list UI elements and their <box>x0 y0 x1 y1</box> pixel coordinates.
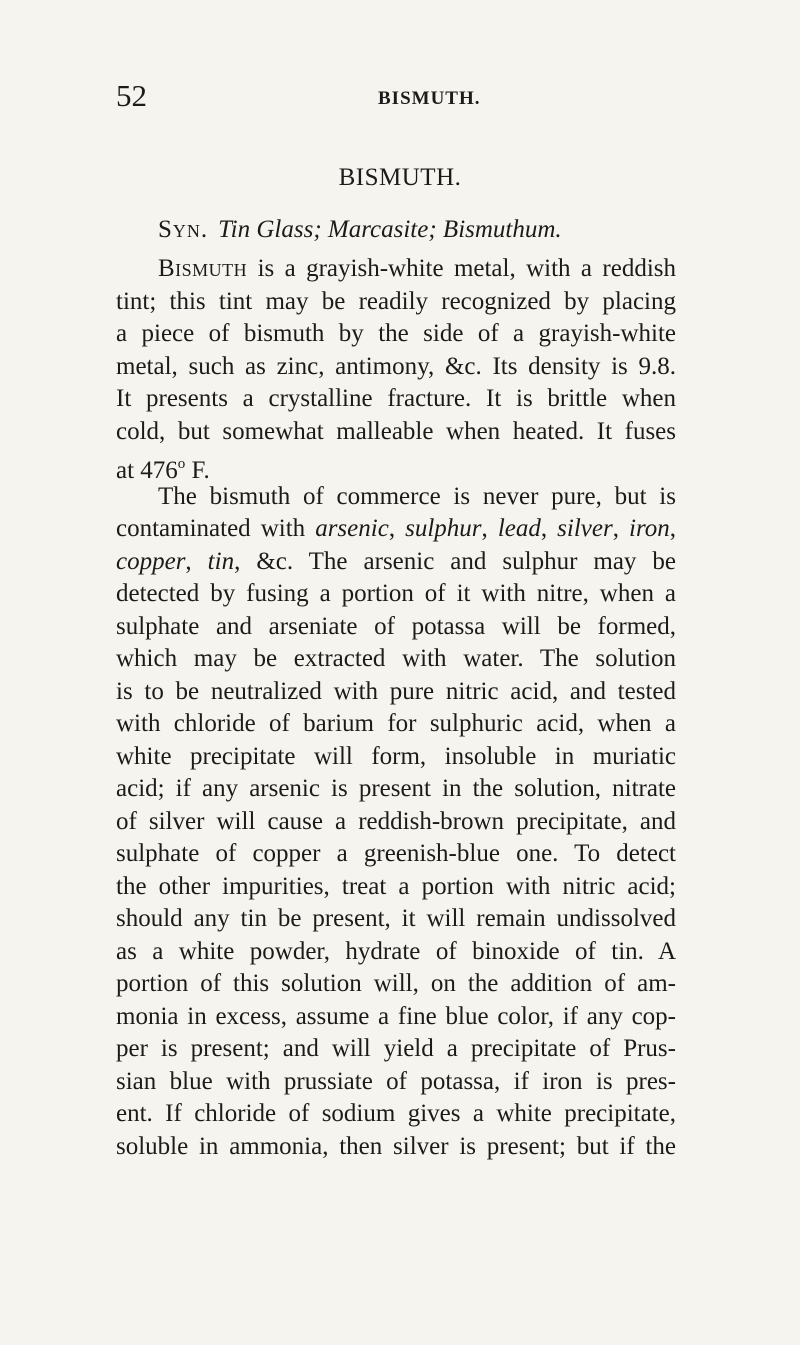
impurity-term: silver <box>557 515 613 542</box>
paragraph-line: of silver will cause a reddish-brown precipitate, and <box>116 807 676 835</box>
paragraph-line: as a white powder, hydrate of binoxide of tin. A <box>116 937 676 965</box>
paragraph-line: which may be extracted with water. The solution <box>116 645 676 672</box>
paragraph-line: Bismuth is a grayish-white metal, with a reddish <box>158 255 676 282</box>
impurity-term: lead <box>497 515 541 542</box>
paragraph-line: portion of this solution will, on the addition of am- <box>116 970 676 997</box>
impurity-term: arsenic <box>315 515 389 542</box>
paragraph-line: is to be neutralized with pure nitric acid, and tested <box>116 677 676 705</box>
paragraph-line: white precipitate will form, insoluble in muriatic <box>116 742 676 770</box>
paragraph-line: acid; if any arsenic is present in the solution, nitrate <box>116 775 676 802</box>
lead-word: Bismuth <box>158 255 248 282</box>
paragraph-line: a piece of bismuth by the side of a grayish-white <box>116 320 676 347</box>
paragraph-line: cold, but somewhat malleable when heated. It fuses <box>116 417 676 445</box>
running-title: BISMUTH. <box>378 88 481 109</box>
body-text <box>116 253 676 1163</box>
paragraph-line: sulphate of copper a greenish-blue one. To detect <box>116 840 676 867</box>
impurity-term: copper <box>116 547 186 575</box>
paragraph-line: ent. If chloride of sodium gives a white precipitate, <box>116 1100 676 1127</box>
paragraph-line: tint; this tint may be readily recognized by placing <box>116 287 676 315</box>
paragraph-line: sian blue with prussiate of potassa, if iron is pres- <box>116 1067 676 1095</box>
paragraph-line: at 476$^o$ F. <box>116 456 210 484</box>
synonyms-names: Tin Glass; Marcasite; Bismuthum. <box>218 216 562 243</box>
impurity-term: iron <box>629 515 670 542</box>
paragraph-line: with chloride of barium for sulphuric acid, when a <box>116 710 676 737</box>
paragraph-line: sulphate and arseniate of potassa will be formed, <box>116 612 676 640</box>
paragraph-line: The bismuth of commerce is never pure, but is <box>158 482 676 510</box>
paragraph-line: per is present; and will yield a precipitate of Prus- <box>116 1035 676 1062</box>
paragraph-line: metal, such as zinc, antimony, &c. Its density is 9.8. <box>116 352 676 380</box>
paragraph-line: copper, tin, &c. The arsenic and sulphur may be <box>116 547 677 575</box>
paragraph-line: soluble in ammonia, then silver is present; but if the <box>116 1132 676 1160</box>
synonyms-label: Syn. <box>158 216 209 243</box>
running-head <box>116 78 676 118</box>
page-number: 52 <box>116 78 147 113</box>
paragraph-line: detected by fusing a portion of it with nitre, when a <box>116 580 676 607</box>
paragraph-line: contaminated with arsenic, sulphur, lead, silver, iron, <box>116 515 676 542</box>
paragraph-line: It presents a crystalline fracture. It is brittle when <box>116 385 676 412</box>
article-heading: BISMUTH. <box>338 164 462 191</box>
paragraph-line: monia in excess, assume a fine blue color, if any cop- <box>116 1002 676 1030</box>
synonyms-line <box>158 212 562 248</box>
paragraph-line: the other impurities, treat a portion with nitric acid; <box>116 872 676 900</box>
impurity-term: sulphur <box>405 515 482 542</box>
impurity-term: tin <box>207 547 235 575</box>
degree-mark: o <box>177 456 186 472</box>
paragraph-line: should any tin be present, it will remain undissolved <box>116 905 676 932</box>
